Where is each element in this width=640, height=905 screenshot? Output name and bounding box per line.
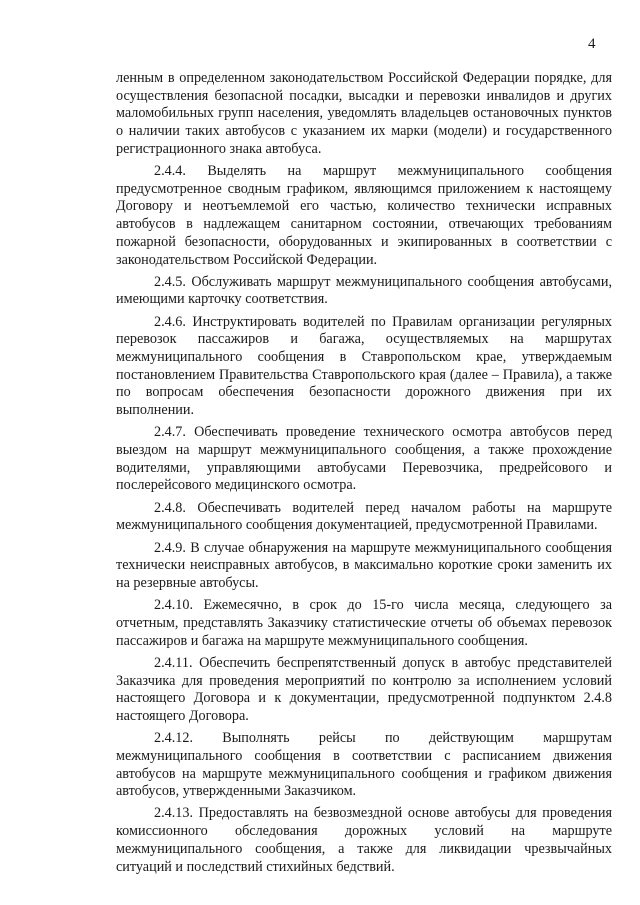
paragraph-continuation: ленным в определенном законодательством Российской Федерации порядке, для осуществления безопасной посадки, высадки и перевозки инвалидов и других маломобильных групп населения, уведомлять владельцев остановочных пунктов о наличии таких автобусов с указанием их марки (модели) и государственного регистрационного знака автобуса. [116, 70, 612, 157]
page-number: 4 [588, 36, 596, 52]
paragraph-2-4-13: 2.4.13. Предоставлять на безвозмездной основе автобусы для проведения комиссионного обследования дорожных условий на маршруте межмуниципального сообщения, а также для ликвидации чрезвычайных ситуаций и последствий стихийных бедствий. [116, 805, 612, 875]
paragraph-2-4-9: 2.4.9. В случае обнаружения на маршруте межмуниципального сообщения технически неисправных автобусов, в максимально короткие сроки заменить их на резервные автобусы. [116, 539, 612, 591]
paragraph-2-4-11: 2.4.11. Обеспечить беспрепятственный допуск в автобус представителей Заказчика для проведения мероприятий по контролю за исполнением условий настоящего Договора и к документации, предусмотренной подпунктом 2.4.8 настоящего Договора. [116, 654, 612, 724]
paragraph-2-4-12: 2.4.12. Выполнять рейсы по действующим маршрутам межмуниципального сообщения в соответствии с расписанием движения автобусов на маршруте межмуниципального сообщения и графиком движения автобусов, утвержденными Заказчиком. [116, 730, 612, 800]
paragraph-2-4-7: 2.4.7. Обеспечивать проведение технического осмотра автобусов перед выездом на маршрут межмуниципального сообщения, а также прохождение водителями, управляющими автобусами Перевозчика, предрейсового и послерейсового медицинского осмотра. [116, 424, 612, 494]
document-body [116, 70, 612, 881]
paragraph-2-4-6: 2.4.6. Инструктировать водителей по Правилам организации регулярных перевозок пассажиров и багажа, осуществляемых на маршрутах межмуниципального сообщения в Ставропольском крае, утверждаемым постановлением Правительства Ставропольского края (далее – Правила), а также по вопросам обеспечения безопасности дорожного движения при их выполнении. [116, 313, 612, 419]
paragraph-2-4-10: 2.4.10. Ежемесячно, в срок до 15-го числа месяца, следующего за отчетным, представлять Заказчику статистические отчеты об объемах перевозок пассажиров и багажа на маршруте межмуниципального сообщения. [116, 597, 612, 649]
paragraph-2-4-5: 2.4.5. Обслуживать маршрут межмуниципального сообщения автобусами, имеющими карточку соответствия. [116, 273, 612, 308]
paragraph-2-4-8: 2.4.8. Обеспечивать водителей перед началом работы на маршруте межмуниципального сообщения документацией, предусмотренной Правилами. [116, 499, 612, 534]
paragraph-2-4-4: 2.4.4. Выделять на маршрут межмуниципального сообщения предусмотренное сводным графиком, являющимся приложением к настоящему Договору и неотъемлемой его частью, количество технически исправных автобусов в надлежащем санитарном состоянии, отвечающих требованиям пожарной безопасности, оборудованных и экипированных в соответствии с законодательством Российской Федерации. [116, 163, 612, 268]
